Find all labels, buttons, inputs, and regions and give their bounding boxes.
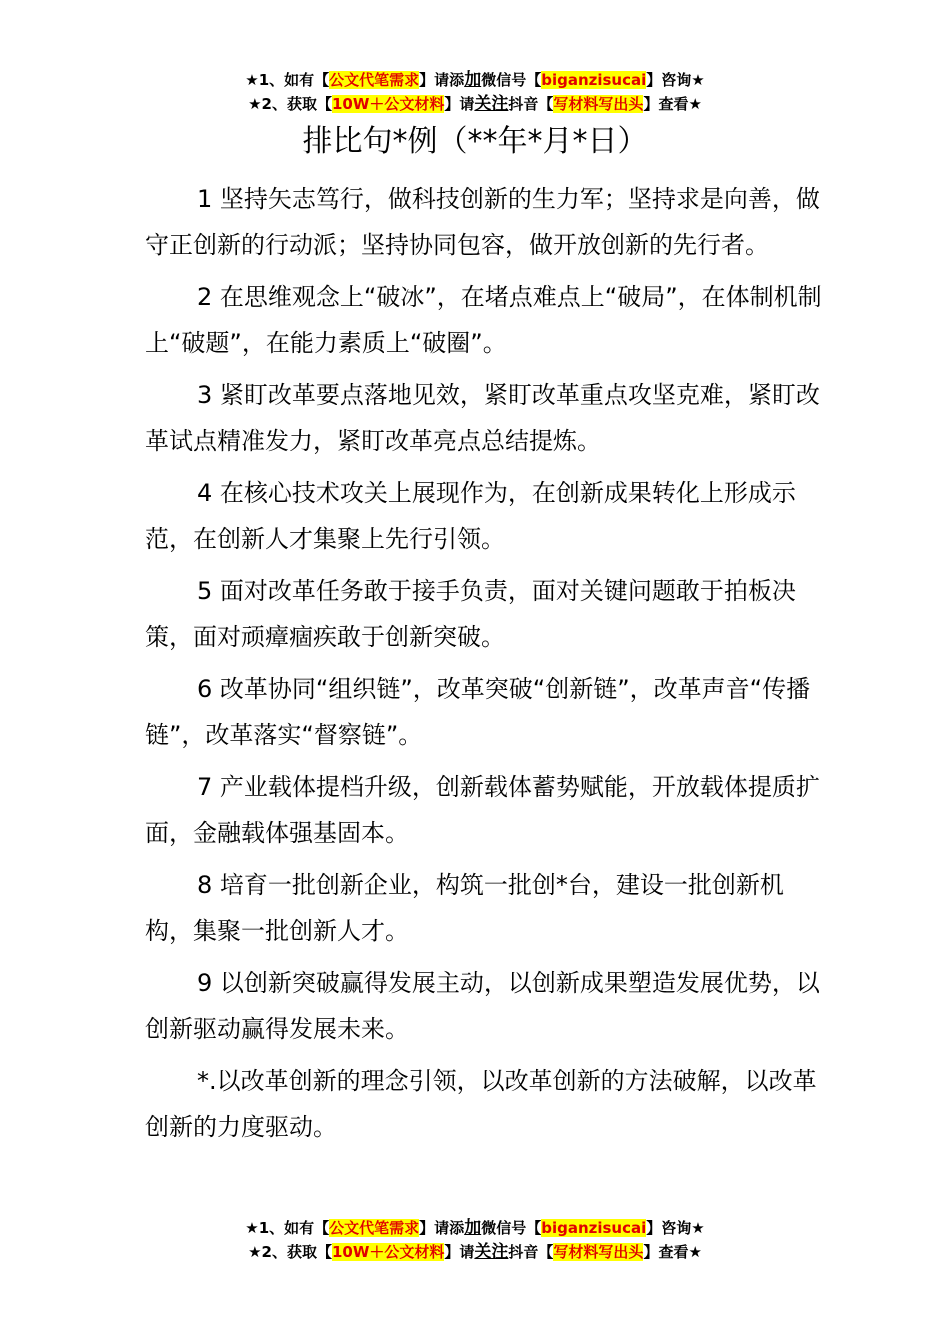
star-icon: ★ [245,1219,259,1237]
paragraph-4: 4 在核心技术攻关上展现作为，在创新成果转化上形成示范，在创新人才集聚上先行引领。 [145,479,796,553]
star-icon: ★ [245,71,259,89]
paragraph-3: 3 紧盯改革要点落地见效，紧盯改革重点攻坚克难，紧盯改革试点精准发力，紧盯改革亮点总结提炼。 [145,381,820,455]
star-icon: ★ [688,95,702,113]
banner-line-2: ★2、获取【10W＋公文材料】请关注抖音【写材料写出头】查看★ [248,94,702,114]
paragraph-1: 1 坚持矢志笃行，做科技创新的生力军；坚持求是向善，做守正创新的行动派；坚持协同包容，做开放创新的先行者。 [145,185,820,259]
star-icon: ★ [248,1243,262,1261]
paragraph-7: 7 产业载体提档升级，创新载体蓄势赋能，开放载体提质扩面，金融载体强基固本。 [145,773,820,847]
bottom-banner [0,1216,950,1264]
paragraph-9: 9 以创新突破赢得发展主动，以创新成果塑造发展优势，以创新驱动赢得发展未来。 [145,969,820,1043]
highlight-materials: 10W＋公文材料 [331,1243,445,1261]
document-body [145,176,830,1156]
paragraph-6: 6 改革协同“组织链”，改革突破“创新链”，改革声音“传播链”，改革落实“督察链”。 [145,675,811,749]
banner-line-1: ★1、如有【公文代笔需求】请添加微信号【biganzisucai】咨询★ [245,1218,705,1238]
document-title: 排比句*例（**年*月*日） [302,124,648,159]
top-banner [0,68,950,116]
paragraph-2: 2 在思维观念上“破冰”，在堵点难点上“破局”，在体制机制上“破题”，在能力素质上“破圈”。 [145,283,822,357]
highlight-douyin: 写材料写出头 [553,1243,644,1261]
paragraph-10: *.以改革创新的理念引领，以改革创新的方法破解，以改革创新的力度驱动。 [145,1067,817,1141]
highlight-wechat-id: biganzisucai [541,71,647,89]
highlight-douyin: 写材料写出头 [553,95,644,113]
highlight-wechat-id: biganzisucai [541,1219,647,1237]
highlight-service: 公文代笔需求 [329,71,420,89]
banner-line-2: ★2、获取【10W＋公文材料】请关注抖音【写材料写出头】查看★ [248,1242,702,1262]
banner-line-1: ★1、如有【公文代笔需求】请添加微信号【biganzisucai】咨询★ [245,70,705,90]
star-icon: ★ [248,95,262,113]
highlight-service: 公文代笔需求 [329,1219,420,1237]
star-icon: ★ [691,71,705,89]
highlight-materials: 10W＋公文材料 [331,95,445,113]
star-icon: ★ [691,1219,705,1237]
star-icon: ★ [688,1243,702,1261]
paragraph-8: 8 培育一批创新企业，构筑一批创*台，建设一批创新机构，集聚一批创新人才。 [145,871,784,945]
paragraph-5: 5 面对改革任务敢于接手负责，面对关键问题敢于拍板决策，面对顽瘴痼疾敢于创新突破。 [145,577,796,651]
